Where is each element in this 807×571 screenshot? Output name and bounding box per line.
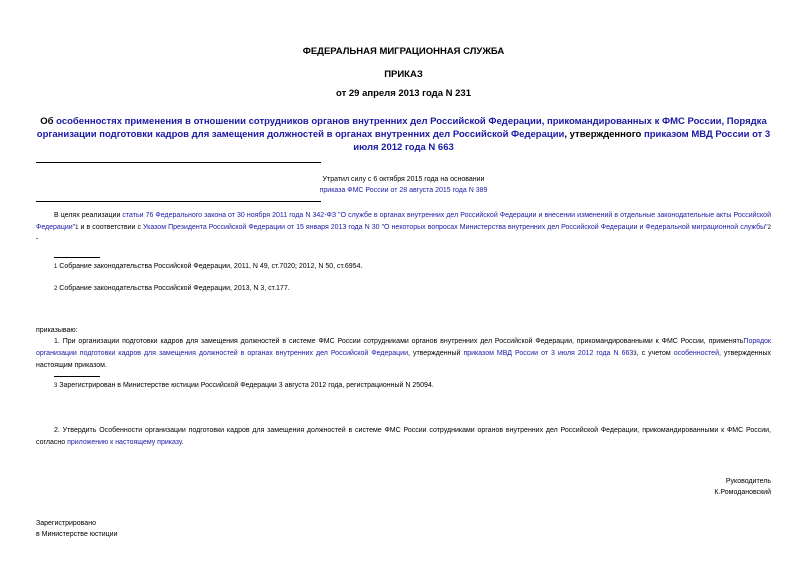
footnote-ref-1[interactable]: 1: [75, 225, 79, 231]
footnote-text-3: Зарегистрирован в Министерстве юстиции Российской Федерации 3 августа 2012 года, регистрационный N 25094.: [59, 382, 434, 389]
title-prefix: Об: [40, 116, 57, 127]
item2-text-2: .: [181, 439, 184, 446]
footnote-text-1: Собрание законодательства Российской Федерации, 2011, N 49, ст.7020; 2012, N 50, ст.6954.: [59, 263, 363, 270]
doc-title: [36, 115, 771, 154]
preamble-text-3: -: [36, 236, 39, 243]
item1-link-features[interactable]: особенностей: [673, 350, 719, 357]
footnote-ref-2[interactable]: 2: [767, 225, 771, 231]
footnote-2: [54, 283, 754, 295]
item2-text-1: 2. Утвердить Особенности организации подготовки кадров для замещения должностей в системе ФМС России сотрудниками органов внутренних дел Российской Федерации, прикомандированными к ФМС России, согласно: [36, 427, 771, 446]
divider-top: [36, 162, 321, 163]
title-link-features[interactable]: особенностях применения в отношении сотрудников органов внутренних дел Российской Федерации, прикомандированных к ФМС России, Порядка организации подготовки кадров для замещения должностей в органах внутренних дел Российской Федерации: [36, 116, 767, 140]
item1-link-procedure[interactable]: Порядок организации подготовки кадров для замещения должностей в органах внутренних дел Российской Федерации: [36, 338, 771, 357]
footnote-mark-3: 3: [54, 383, 58, 389]
footnote-divider: [54, 257, 100, 258]
preamble-text-1: В целях реализации: [54, 212, 123, 219]
item1-text-4: , утвержденных настоящим приказом.: [36, 350, 771, 369]
doc-date: от 29 апреля 2013 года N 231: [336, 88, 471, 99]
footnote-divider-2: [54, 376, 100, 377]
agency-name: ФЕДЕРАЛЬНАЯ МИГРАЦИОННАЯ СЛУЖБА: [302, 46, 505, 57]
item1-link-order-mvd[interactable]: приказом МВД России от 3 июля 2012 года N 663: [463, 350, 634, 357]
signature-name: К.Ромодановский: [714, 489, 771, 496]
footnote-mark-2: 2: [54, 286, 58, 292]
footnote-1: [54, 261, 754, 273]
preamble: [36, 210, 771, 246]
item1-text-2: , утвержденный: [408, 350, 464, 357]
divider-bottom: [36, 201, 321, 202]
preamble-link-decree[interactable]: Указом Президента Российской Федерации от 15 января 2013 года N 30 "О некоторых вопросах Министерства внутренних дел Российской Федерации и Федеральной миграционной службы": [143, 224, 768, 231]
footnote-3: [54, 380, 754, 392]
item1-text-3: , с учетом: [636, 350, 674, 357]
footnote-mark-1: 1: [54, 264, 58, 270]
registration-line-1: Зарегистрировано: [36, 520, 96, 527]
order-word: приказываю:: [36, 327, 78, 334]
item2-link-appendix[interactable]: приложению к настоящему приказу: [67, 439, 182, 446]
preamble-link-law[interactable]: статьи 76 Федерального закона от 30 ноября 2011 года N 342-ФЗ "О службе в органах внутренних дел Российской Федерации и внесении изменений в отдельные законодательные акты Российской Федерации": [36, 212, 771, 231]
registration-line-2: в Министерстве юстиции: [36, 531, 118, 538]
title-link-order-mvd[interactable]: приказом МВД России от 3 июля 2012 года N 663: [353, 129, 771, 153]
item1-text-1: 1. При организации подготовки кадров для замещения должностей в системе ФМС России сотрудниками органов внутренних дел Российской Федерации, прикомандированными к ФМС России, применять: [54, 338, 744, 345]
footnote-text-2: Собрание законодательства Российской Федерации, 2013, N 3, ст.177.: [59, 285, 290, 292]
status-line: Утратил силу с 6 октября 2015 года на основании: [322, 176, 485, 183]
item-1: [36, 336, 771, 372]
footnote-ref-3[interactable]: 3: [633, 351, 637, 357]
item-2: [36, 425, 771, 449]
status-link[interactable]: приказа ФМС России от 28 августа 2015 года N 389: [319, 187, 488, 194]
doc-type: ПРИКАЗ: [384, 69, 423, 80]
title-middle: , утвержденного: [564, 129, 644, 140]
signature-position: Руководитель: [725, 478, 771, 485]
preamble-text-2: и в соответствии с: [78, 224, 144, 231]
